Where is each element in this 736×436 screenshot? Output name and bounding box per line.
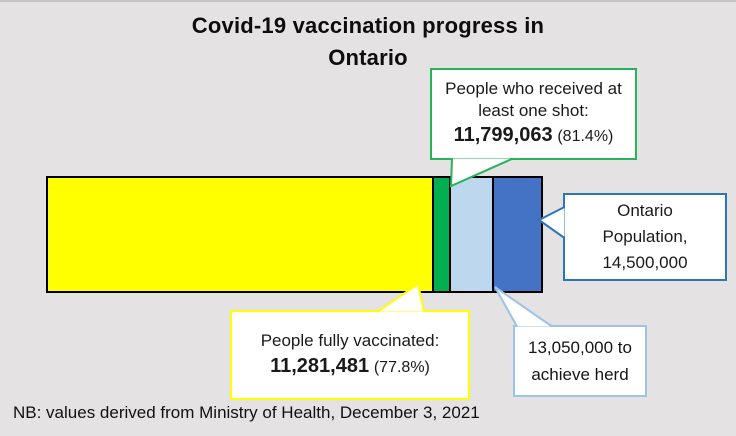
callout-herd-immunity bbox=[513, 325, 647, 397]
herd-label-line1: 13,050,000 to bbox=[528, 338, 632, 357]
bar-segment-3 bbox=[492, 178, 541, 291]
population-label-line1: Ontario bbox=[617, 201, 673, 220]
callout-population bbox=[563, 193, 727, 281]
one-shot-value: 11,799,063 bbox=[453, 124, 553, 146]
one-shot-value-line bbox=[454, 122, 614, 150]
source-footnote: NB: values derived from Ministry of Health, December 3, 2021 bbox=[13, 403, 480, 422]
bar-segment-2 bbox=[449, 178, 491, 291]
one-shot-label-line2: least one shot: bbox=[478, 101, 589, 120]
fully-vaccinated-percent: (77.8%) bbox=[373, 359, 430, 376]
fully-vaccinated-label: People fully vaccinated: bbox=[260, 331, 440, 350]
herd-label-line2: achieve herd bbox=[531, 365, 629, 384]
one-shot-percent: (81.4%) bbox=[557, 128, 614, 145]
population-value: 14,500,000 bbox=[602, 253, 688, 272]
bar-segment-0 bbox=[48, 178, 432, 291]
bar-segment-1 bbox=[432, 178, 450, 291]
chart-title-line2: Ontario bbox=[328, 45, 408, 70]
callout-fully-vaccinated bbox=[230, 310, 470, 400]
fully-vaccinated-value: 11,281,481 bbox=[270, 355, 370, 377]
population-bar bbox=[46, 176, 543, 293]
chart-title-line1: Covid-19 vaccination progress in bbox=[191, 13, 545, 38]
chart-title bbox=[0, 10, 736, 74]
one-shot-label-line1: People who received at bbox=[445, 79, 622, 98]
fully-vaccinated-value-line bbox=[270, 353, 430, 381]
top-border-line bbox=[0, 0, 736, 2]
population-label-line2: Population, bbox=[602, 227, 688, 246]
callout-one-shot bbox=[430, 68, 637, 160]
